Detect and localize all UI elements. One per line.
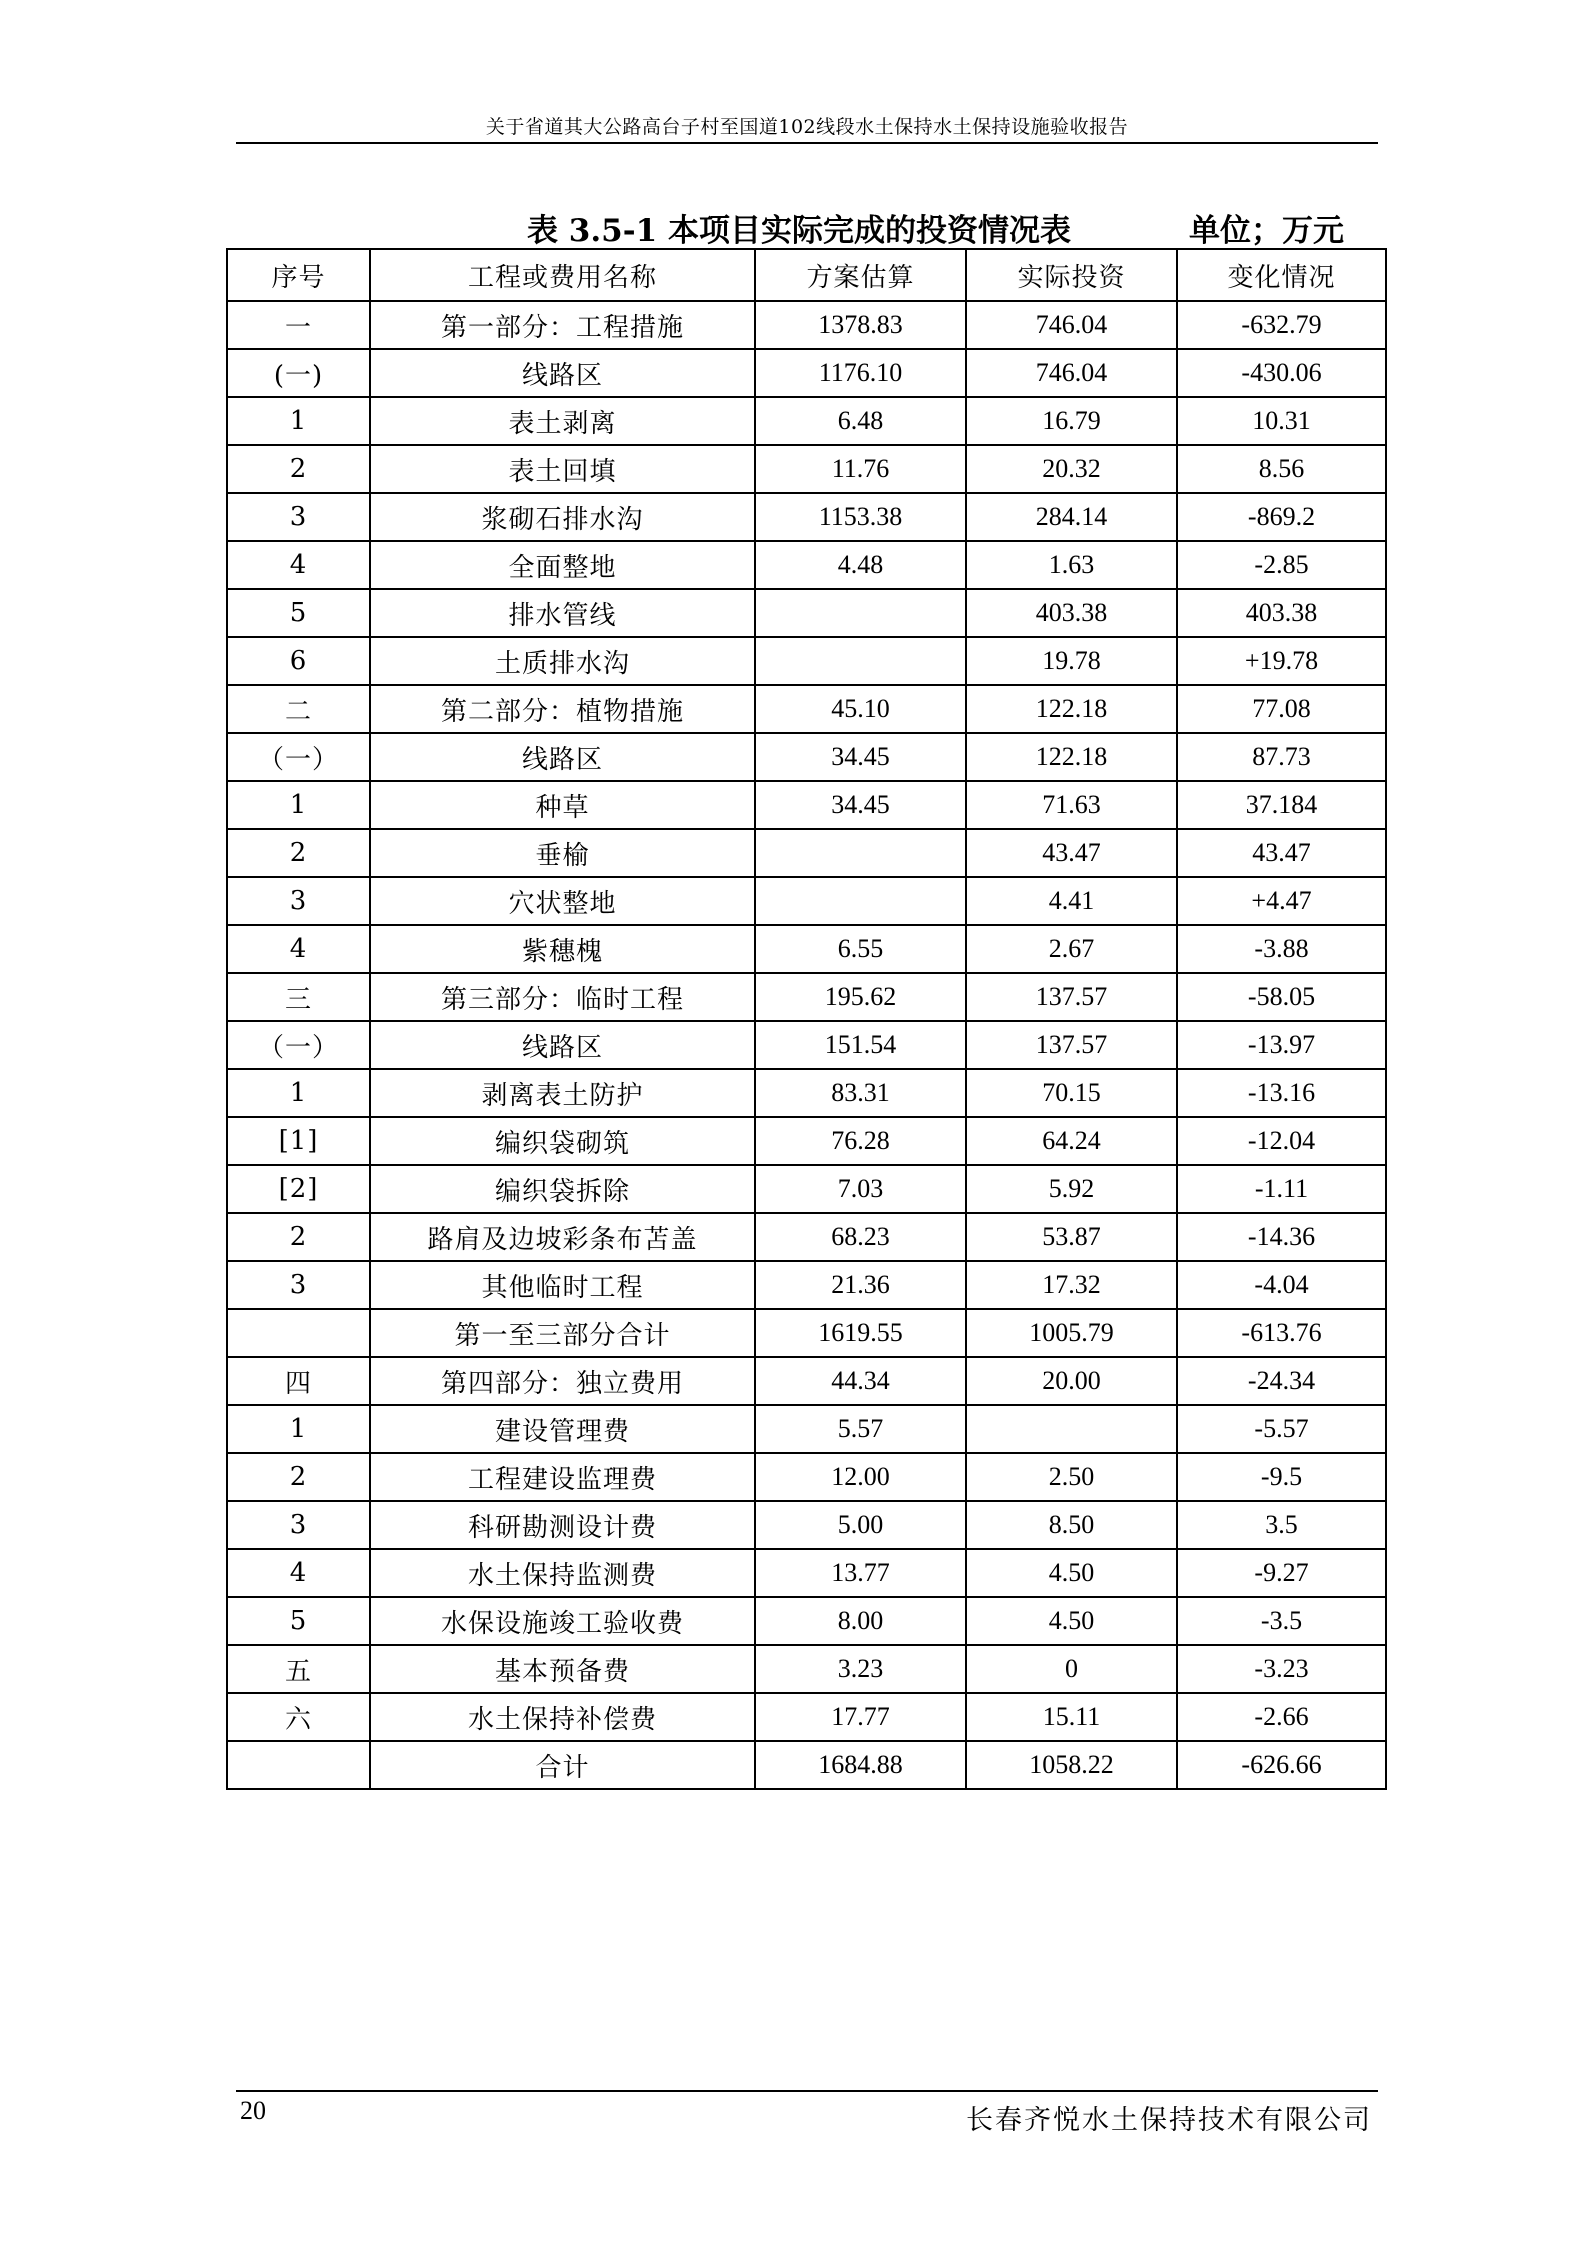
cell-change: -613.76 [1177,1309,1386,1357]
cell-actual: 20.00 [966,1357,1177,1405]
cell-actual [966,1405,1177,1453]
cell-seq: 2 [227,445,370,493]
cell-plan: 34.45 [755,733,966,781]
cell-name: 第二部分：植物措施 [370,685,755,733]
cell-change: -869.2 [1177,493,1386,541]
cell-name: 第四部分：独立费用 [370,1357,755,1405]
cell-change: 43.47 [1177,829,1386,877]
cell-plan: 8.00 [755,1597,966,1645]
table-row [227,685,1386,733]
cell-change: -3.5 [1177,1597,1386,1645]
table-row [227,781,1386,829]
cell-seq: 3 [227,493,370,541]
cell-seq: 5 [227,1597,370,1645]
cell-name: 科研勘测设计费 [370,1501,755,1549]
cell-name: 水土保持监测费 [370,1549,755,1597]
cell-seq: 五 [227,1645,370,1693]
cell-name: 土质排水沟 [370,637,755,685]
table-row [227,1021,1386,1069]
cell-change: 37.184 [1177,781,1386,829]
cell-change: -13.97 [1177,1021,1386,1069]
cell-name: 第一至三部分合计 [370,1309,755,1357]
table-header-row [227,249,1386,301]
cell-change: -12.04 [1177,1117,1386,1165]
table-row [227,349,1386,397]
cell-change: -3.23 [1177,1645,1386,1693]
cell-change: -24.34 [1177,1357,1386,1405]
table-row [227,589,1386,637]
cell-actual: 137.57 [966,1021,1177,1069]
cell-name: 水土保持补偿费 [370,1693,755,1741]
cell-change: -1.11 [1177,1165,1386,1213]
cell-seq: 3 [227,1501,370,1549]
cell-plan: 13.77 [755,1549,966,1597]
cell-actual: 71.63 [966,781,1177,829]
cell-plan: 21.36 [755,1261,966,1309]
cell-seq: 5 [227,589,370,637]
cell-name: 种草 [370,781,755,829]
cell-plan [755,877,966,925]
cell-seq: [1] [227,1117,370,1165]
cell-name: 编织袋拆除 [370,1165,755,1213]
cell-plan: 5.00 [755,1501,966,1549]
cell-change: +4.47 [1177,877,1386,925]
cell-plan: 195.62 [755,973,966,1021]
cell-change: -13.16 [1177,1069,1386,1117]
cell-actual: 4.41 [966,877,1177,925]
cell-plan [755,829,966,877]
cell-name: 表土回填 [370,445,755,493]
cell-name: 表土剥离 [370,397,755,445]
cell-actual: 16.79 [966,397,1177,445]
cell-seq [227,1309,370,1357]
cell-plan: 45.10 [755,685,966,733]
table-row [227,301,1386,349]
cell-seq: 二 [227,685,370,733]
cell-plan: 1153.38 [755,493,966,541]
cell-name: 全面整地 [370,541,755,589]
cell-plan: 17.77 [755,1693,966,1741]
cell-name: 基本预备费 [370,1645,755,1693]
cell-plan: 1684.88 [755,1741,966,1789]
header-name: 工程或费用名称 [370,249,755,301]
table-row [227,397,1386,445]
table-row [227,493,1386,541]
cell-name: 线路区 [370,1021,755,1069]
cell-seq: 4 [227,1549,370,1597]
cell-actual: 8.50 [966,1501,1177,1549]
cell-seq: 1 [227,397,370,445]
header-rule [236,142,1378,144]
cell-actual: 4.50 [966,1549,1177,1597]
cell-plan: 34.45 [755,781,966,829]
cell-change: -58.05 [1177,973,1386,1021]
cell-seq: 1 [227,781,370,829]
table-row [227,1069,1386,1117]
cell-actual: 403.38 [966,589,1177,637]
cell-actual: 4.50 [966,1597,1177,1645]
cell-name: 编织袋砌筑 [370,1117,755,1165]
cell-name: 线路区 [370,733,755,781]
table-unit: 单位；万元 [1189,213,1344,249]
table-row [227,829,1386,877]
table-row [227,1453,1386,1501]
cell-name: 紫穗槐 [370,925,755,973]
table-row [227,1693,1386,1741]
header-seq: 序号 [227,249,370,301]
cell-plan: 151.54 [755,1021,966,1069]
table-row [227,637,1386,685]
cell-change: 8.56 [1177,445,1386,493]
cell-actual: 746.04 [966,349,1177,397]
cell-seq: 2 [227,1213,370,1261]
cell-change: 3.5 [1177,1501,1386,1549]
cell-plan: 83.31 [755,1069,966,1117]
cell-name: 剥离表土防护 [370,1069,755,1117]
cell-name: 线路区 [370,349,755,397]
cell-name: 第三部分：临时工程 [370,973,755,1021]
cell-name: 工程建设监理费 [370,1453,755,1501]
cell-plan: 68.23 [755,1213,966,1261]
cell-plan [755,589,966,637]
cell-change: -9.5 [1177,1453,1386,1501]
cell-plan: 5.57 [755,1405,966,1453]
cell-actual: 0 [966,1645,1177,1693]
cell-change: -9.27 [1177,1549,1386,1597]
table-row [227,445,1386,493]
cell-name: 路肩及边坡彩条布苫盖 [370,1213,755,1261]
cell-seq: 4 [227,925,370,973]
cell-seq: 3 [227,877,370,925]
table-row [227,733,1386,781]
cell-change: 87.73 [1177,733,1386,781]
cell-name: 浆砌石排水沟 [370,493,755,541]
cell-actual: 15.11 [966,1693,1177,1741]
cell-seq [227,1741,370,1789]
cell-seq: [2] [227,1165,370,1213]
cell-plan: 1378.83 [755,301,966,349]
cell-change: +19.78 [1177,637,1386,685]
header-actual: 实际投资 [966,249,1177,301]
cell-actual: 70.15 [966,1069,1177,1117]
cell-seq: 一 [227,301,370,349]
cell-plan: 6.55 [755,925,966,973]
cell-actual: 17.32 [966,1261,1177,1309]
cell-change: -3.88 [1177,925,1386,973]
cell-seq: 6 [227,637,370,685]
cell-plan [755,637,966,685]
cell-name: 水保设施竣工验收费 [370,1597,755,1645]
footer-rule [236,2090,1378,2092]
investment-table [226,248,1387,1790]
cell-actual: 5.92 [966,1165,1177,1213]
table-row [227,1165,1386,1213]
cell-actual: 20.32 [966,445,1177,493]
table-row [227,1741,1386,1789]
cell-plan: 1619.55 [755,1309,966,1357]
cell-actual: 122.18 [966,685,1177,733]
cell-actual: 64.24 [966,1117,1177,1165]
cell-plan: 4.48 [755,541,966,589]
cell-seq: 1 [227,1069,370,1117]
table-row [227,1501,1386,1549]
cell-actual: 122.18 [966,733,1177,781]
header-plan: 方案估算 [755,249,966,301]
table-row [227,1645,1386,1693]
cell-change: 77.08 [1177,685,1386,733]
cell-name: 穴状整地 [370,877,755,925]
cell-name: 排水管线 [370,589,755,637]
table-row [227,541,1386,589]
cell-seq: 三 [227,973,370,1021]
cell-seq: 3 [227,1261,370,1309]
cell-actual: 1.63 [966,541,1177,589]
cell-seq: 四 [227,1357,370,1405]
cell-actual: 43.47 [966,829,1177,877]
cell-change: 403.38 [1177,589,1386,637]
cell-actual: 53.87 [966,1213,1177,1261]
table-row [227,973,1386,1021]
header-change: 变化情况 [1177,249,1386,301]
table-row [227,1357,1386,1405]
company-name: 长春齐悦水土保持技术有限公司 [966,2105,1372,2136]
table-row [227,1597,1386,1645]
cell-change: 10.31 [1177,397,1386,445]
cell-plan: 3.23 [755,1645,966,1693]
cell-seq: 2 [227,1453,370,1501]
cell-change: -2.85 [1177,541,1386,589]
cell-actual: 1058.22 [966,1741,1177,1789]
table-row [227,1213,1386,1261]
cell-change: -430.06 [1177,349,1386,397]
cell-change: -5.57 [1177,1405,1386,1453]
cell-name: 合计 [370,1741,755,1789]
cell-actual: 2.50 [966,1453,1177,1501]
cell-actual: 1005.79 [966,1309,1177,1357]
table-row [227,925,1386,973]
cell-seq: 4 [227,541,370,589]
cell-name: 垂榆 [370,829,755,877]
cell-plan: 1176.10 [755,349,966,397]
cell-seq: （一） [227,1021,370,1069]
cell-seq: 六 [227,1693,370,1741]
cell-change: -626.66 [1177,1741,1386,1789]
cell-change: -632.79 [1177,301,1386,349]
cell-change: -2.66 [1177,1693,1386,1741]
cell-name: 第一部分：工程措施 [370,301,755,349]
cell-plan: 44.34 [755,1357,966,1405]
table-row [227,1405,1386,1453]
cell-plan: 11.76 [755,445,966,493]
cell-name: 其他临时工程 [370,1261,755,1309]
cell-actual: 137.57 [966,973,1177,1021]
table-row [227,1261,1386,1309]
page-header: 关于省道其大公路高台子村至国道102线段水土保持水土保持设施验收报告 [485,116,1129,138]
table-body [227,301,1386,1789]
cell-change: -14.36 [1177,1213,1386,1261]
table-row [227,877,1386,925]
table-title: 表 3.5-1 本项目实际完成的投资情况表 [527,213,1071,249]
cell-seq: （一） [227,733,370,781]
cell-actual: 2.67 [966,925,1177,973]
cell-plan: 12.00 [755,1453,966,1501]
cell-name: 建设管理费 [370,1405,755,1453]
cell-plan: 6.48 [755,397,966,445]
cell-plan: 76.28 [755,1117,966,1165]
cell-actual: 19.78 [966,637,1177,685]
cell-seq: (一) [227,349,370,397]
cell-plan: 7.03 [755,1165,966,1213]
cell-change: -4.04 [1177,1261,1386,1309]
cell-actual: 284.14 [966,493,1177,541]
table-row [227,1309,1386,1357]
cell-seq: 1 [227,1405,370,1453]
table-row [227,1549,1386,1597]
table-row [227,1117,1386,1165]
cell-actual: 746.04 [966,301,1177,349]
page-number: 20 [240,2096,266,2125]
cell-seq: 2 [227,829,370,877]
